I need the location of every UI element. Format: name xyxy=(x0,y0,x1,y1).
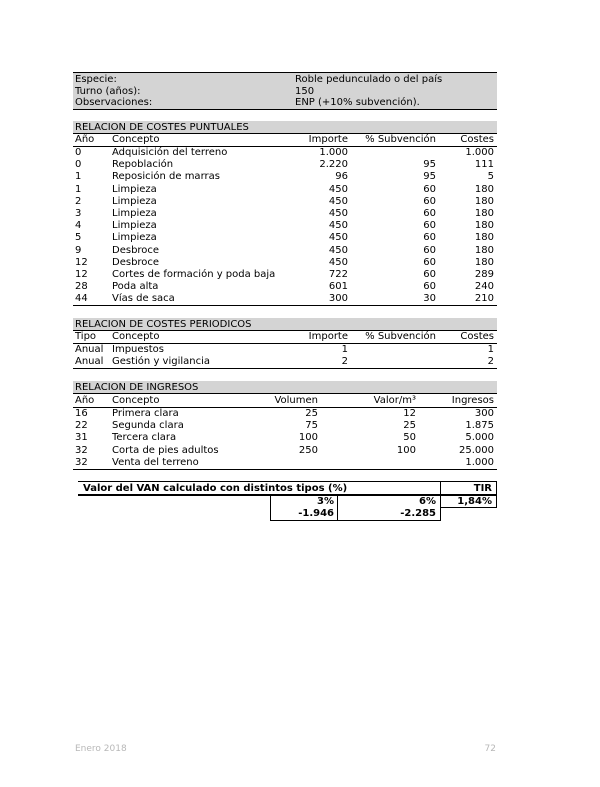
table-cell-year: 1 xyxy=(75,183,82,195)
table-cell-importe: 450 xyxy=(328,208,348,219)
table-cell-concept: Repoblación xyxy=(112,159,174,171)
table-cell-importe: 2 xyxy=(341,356,348,368)
table-cell-importe: 601 xyxy=(328,281,348,293)
table-cell-importe: 450 xyxy=(328,244,348,256)
table-cell-subvencion: 60 xyxy=(423,183,436,195)
table-cell-concept: Limpieza xyxy=(112,208,157,219)
table-cell-concept: Segunda clara xyxy=(112,420,184,432)
section-title: RELACION DE INGRESOS xyxy=(75,382,199,393)
table-cell-costes: 210 xyxy=(474,293,494,305)
table-cell-importe: 2.220 xyxy=(319,159,348,171)
van-rate-1: 3% xyxy=(317,496,334,507)
table-cell-costes: 180 xyxy=(474,208,494,219)
table-cell-concept: Limpieza xyxy=(112,232,157,244)
col-header-year: Año xyxy=(75,134,95,145)
table-cell-concept: Gestión y vigilancia xyxy=(112,356,211,368)
table-cell-subvencion: 95 xyxy=(423,159,436,171)
table-cell-valor: 12 xyxy=(403,408,416,419)
table-cell-costes: 240 xyxy=(474,281,494,293)
table-cell-subvencion: 60 xyxy=(423,195,436,207)
species-label: Especie: xyxy=(75,74,117,85)
table-cell-concept: Primera clara xyxy=(112,408,179,419)
table-cell-year: 12 xyxy=(75,256,88,268)
table-cell-year: 2 xyxy=(75,195,82,207)
col-header-concept: Concepto xyxy=(112,395,160,406)
table-cell-ingresos: 300 xyxy=(474,408,494,419)
table-cell-importe: 450 xyxy=(328,220,348,232)
table-cell-costes: 180 xyxy=(474,220,494,232)
table-cell-subvencion: 60 xyxy=(423,281,436,293)
table-cell-concept: Poda alta xyxy=(112,281,159,293)
col-header-importe: Importe xyxy=(308,134,348,145)
table-cell-costes: 180 xyxy=(474,232,494,244)
table-cell-importe: 450 xyxy=(328,256,348,268)
table-cell-volumen: 100 xyxy=(298,432,318,444)
observations-label: Observaciones: xyxy=(75,97,153,108)
table-cell-subvencion: 60 xyxy=(423,244,436,256)
table-cell-concept: Desbroce xyxy=(112,244,160,256)
table-cell-year: 1 xyxy=(75,171,82,183)
col-header-concept: Concepto xyxy=(112,134,160,145)
tir-label: TIR xyxy=(473,483,492,494)
van-value-1: -1.946 xyxy=(298,508,334,519)
table-cell-year: 16 xyxy=(75,408,88,419)
table-cell-volumen: 75 xyxy=(305,420,318,432)
table-cell-subvencion: 30 xyxy=(423,293,436,305)
col-header-volumen: Volumen xyxy=(274,395,318,406)
table-cell-year: 32 xyxy=(75,444,88,456)
table-cell-valor: 25 xyxy=(403,420,416,432)
footer-page-number: 72 xyxy=(484,744,496,754)
table-cell-importe: 450 xyxy=(328,232,348,244)
table-cell-ingresos: 1.875 xyxy=(465,420,494,432)
table-cell-valor: 50 xyxy=(403,432,416,444)
table-cell-concept: Tercera clara xyxy=(112,432,177,444)
table-cell-year: 5 xyxy=(75,232,82,244)
table-cell-year: 9 xyxy=(75,244,82,256)
table-cell-year: 0 xyxy=(75,147,82,158)
van-value-2: -2.285 xyxy=(400,508,436,519)
table-cell-concept: Cortes de formación y poda baja xyxy=(112,269,276,280)
table-cell-year: 44 xyxy=(75,293,88,305)
table-cell-concept: Desbroce xyxy=(112,256,160,268)
table-cell-concept: Limpieza xyxy=(112,183,157,195)
table-cell-subvencion: 60 xyxy=(423,208,436,219)
van-rate-2: 6% xyxy=(419,496,436,507)
table-cell-importe: 450 xyxy=(328,195,348,207)
table-cell-concept: Reposición de marras xyxy=(112,171,220,183)
table-cell-year: 32 xyxy=(75,456,88,468)
section-title: RELACION DE COSTES PUNTUALES xyxy=(75,122,249,133)
table-cell-costes: 1 xyxy=(487,344,494,355)
section-title: RELACION DE COSTES PERIODICOS xyxy=(75,319,252,330)
table-cell-costes: 1.000 xyxy=(465,147,494,158)
table-cell-concept: Corta de pies adultos xyxy=(112,444,219,456)
observations-value: ENP (+10% subvención). xyxy=(295,97,420,108)
turn-value: 150 xyxy=(295,86,315,97)
col-header-subvencion: % Subvención xyxy=(365,331,436,342)
table-cell-volumen: 250 xyxy=(298,444,318,456)
table-cell-subvencion: 95 xyxy=(423,171,436,183)
table-cell-year: 4 xyxy=(75,220,82,232)
table-cell-concept: Limpieza xyxy=(112,195,157,207)
col-header-subvencion: % Subvención xyxy=(365,134,436,145)
table-cell-subvencion: 60 xyxy=(423,256,436,268)
tir-value: 1,84% xyxy=(457,496,492,507)
table-cell-ingresos: 1.000 xyxy=(465,456,494,468)
table-cell-valor: 100 xyxy=(396,444,416,456)
table-cell-year: 12 xyxy=(75,269,88,280)
col-header-ingresos: Ingresos xyxy=(451,395,494,406)
turn-label: Turno (años): xyxy=(75,86,141,97)
table-cell-concept: Impuestos xyxy=(112,344,164,355)
table-cell-importe: 96 xyxy=(335,171,348,183)
col-header-costes: Costes xyxy=(460,331,494,342)
table-cell-year: Anual xyxy=(75,356,104,368)
table-cell-importe: 450 xyxy=(328,183,348,195)
species-value: Roble pedunculado o del país xyxy=(295,74,443,85)
table-cell-concept: Adquisición del terreno xyxy=(112,147,228,158)
table-cell-subvencion: 60 xyxy=(423,269,436,280)
table-cell-concept: Vías de saca xyxy=(112,293,175,305)
table-cell-volumen: 25 xyxy=(305,408,318,419)
table-cell-year: Anual xyxy=(75,344,104,355)
col-header-concept: Concepto xyxy=(112,331,160,342)
col-header-valor: Valor/m³ xyxy=(373,395,416,406)
table-cell-subvencion: 60 xyxy=(423,220,436,232)
table-cell-costes: 180 xyxy=(474,195,494,207)
table-cell-costes: 180 xyxy=(474,244,494,256)
table-cell-costes: 289 xyxy=(474,269,494,280)
table-cell-costes: 2 xyxy=(487,356,494,368)
col-header-tipo: Tipo xyxy=(75,331,97,342)
table-cell-importe: 722 xyxy=(328,269,348,280)
table-cell-year: 22 xyxy=(75,420,88,432)
table-cell-concept: Venta del terreno xyxy=(112,456,199,468)
table-cell-ingresos: 25.000 xyxy=(459,444,494,456)
col-header-year: Año xyxy=(75,395,95,406)
footer-date: Enero 2018 xyxy=(75,744,127,754)
col-header-importe: Importe xyxy=(308,331,348,342)
table-cell-costes: 180 xyxy=(474,183,494,195)
table-cell-costes: 5 xyxy=(487,171,494,183)
table-cell-year: 31 xyxy=(75,432,88,444)
table-cell-year: 0 xyxy=(75,159,82,171)
table-cell-ingresos: 5.000 xyxy=(465,432,494,444)
van-title: Valor del VAN calculado con distintos tipos (%) xyxy=(83,483,348,494)
table-cell-costes: 180 xyxy=(474,256,494,268)
table-cell-costes: 111 xyxy=(474,159,494,171)
table-cell-importe: 1.000 xyxy=(319,147,348,158)
table-cell-subvencion: 60 xyxy=(423,232,436,244)
table-cell-importe: 300 xyxy=(328,293,348,305)
table-cell-concept: Limpieza xyxy=(112,220,157,232)
table-cell-year: 28 xyxy=(75,281,88,293)
table-cell-importe: 1 xyxy=(341,344,348,355)
table-cell-year: 3 xyxy=(75,208,82,219)
col-header-costes: Costes xyxy=(460,134,494,145)
